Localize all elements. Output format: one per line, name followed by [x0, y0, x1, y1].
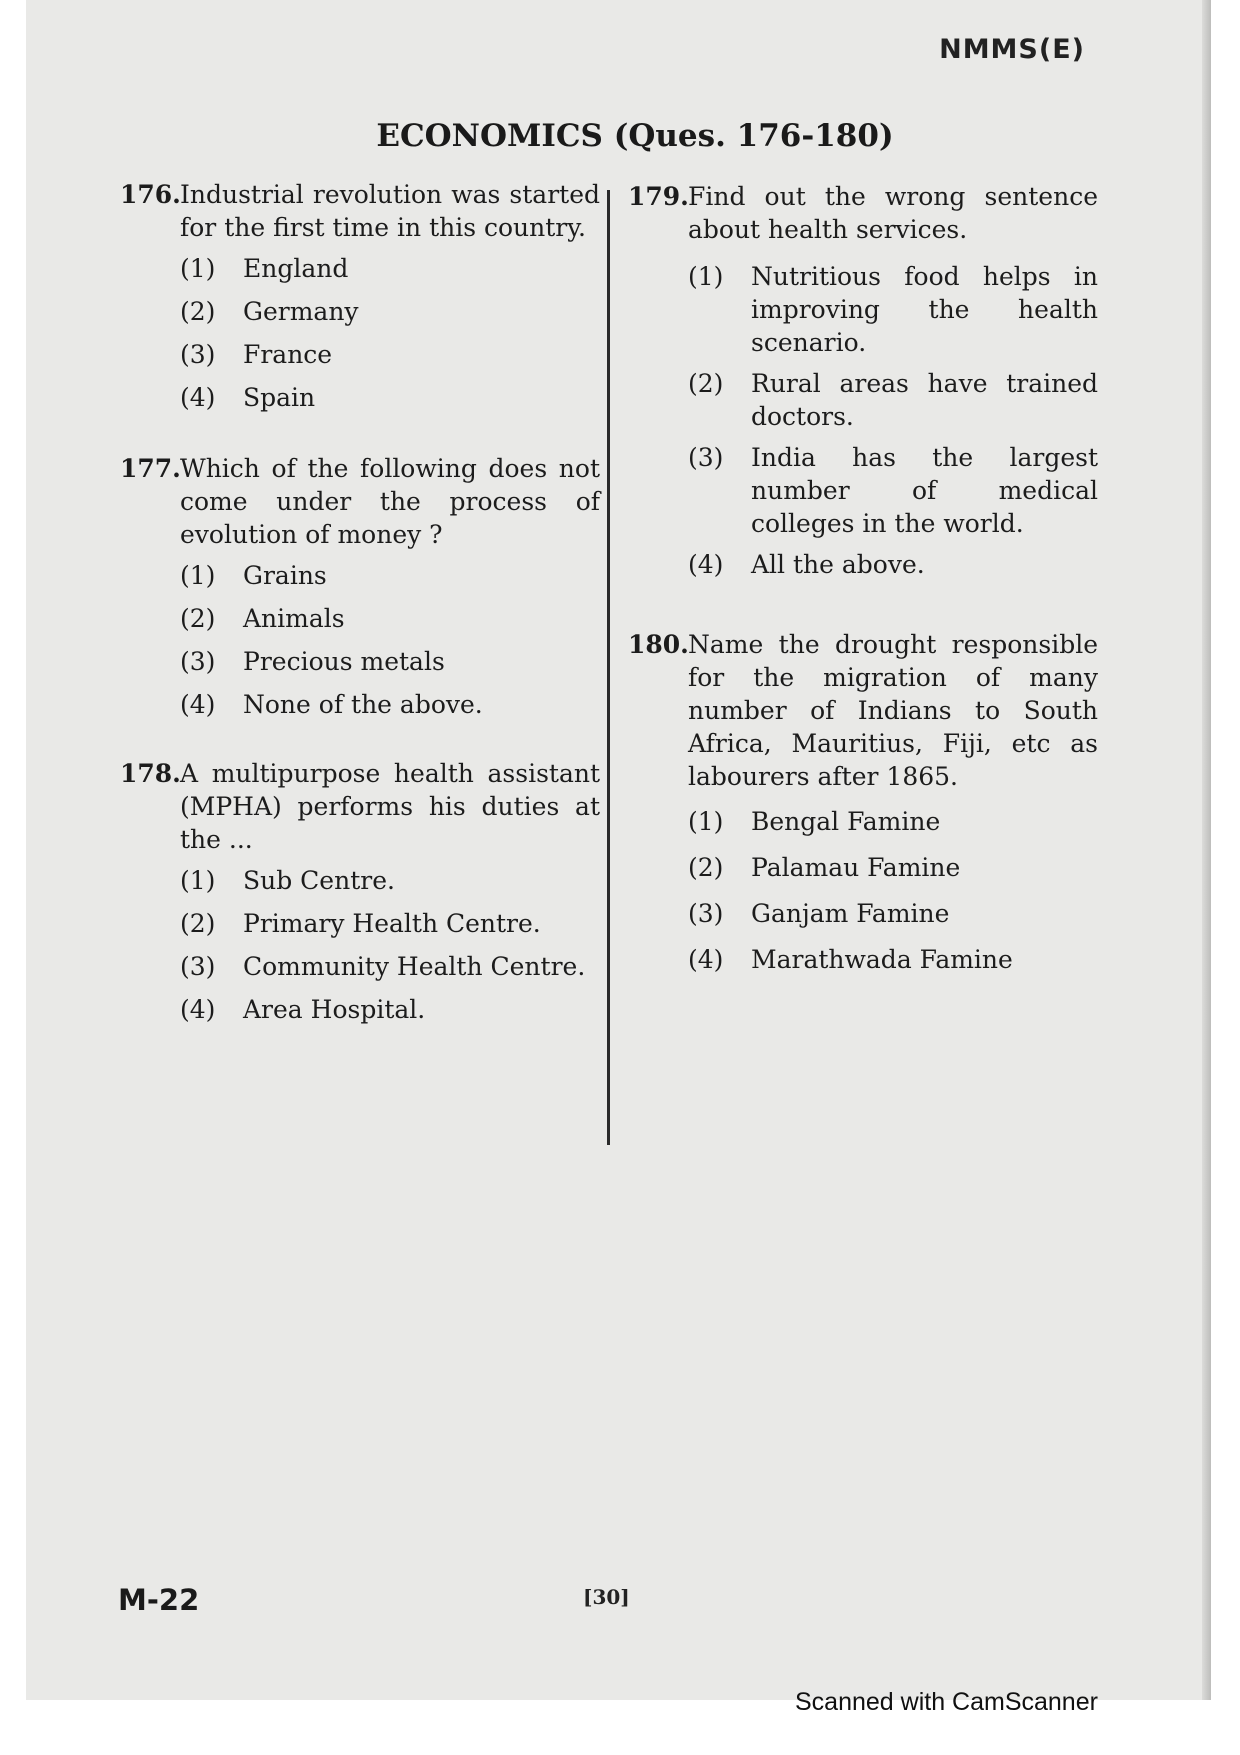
- option-1: [120, 864, 600, 907]
- question-number: 180.: [628, 630, 689, 659]
- option-number: (3): [180, 340, 216, 369]
- option-4: [628, 943, 1098, 989]
- question-stem: [628, 180, 1098, 246]
- option-list: [120, 252, 600, 424]
- option-2: [628, 367, 1098, 433]
- page-edge-shadow: [1202, 0, 1211, 1700]
- question-176: [120, 178, 600, 424]
- question-text: Name the drought responsible for the migration of many number of Indians to South Africa, Mauritius, Fiji, etc as labourers after 1865.: [688, 630, 1098, 791]
- question-number: 179.: [628, 182, 689, 211]
- option-number: (4): [688, 945, 724, 974]
- option-text: Precious metals: [243, 647, 445, 676]
- page-number: [30]: [583, 1585, 630, 1609]
- option-number: (1): [180, 866, 216, 895]
- question-number: 176.: [120, 180, 181, 209]
- option-text: Germany: [243, 297, 359, 326]
- option-number: (4): [688, 550, 724, 579]
- option-list: [120, 559, 600, 731]
- option-text: Nutritious food helps in improving the health scenario.: [751, 262, 1098, 357]
- option-number: (1): [180, 254, 216, 283]
- option-number: (2): [180, 909, 216, 938]
- option-number: (3): [180, 952, 216, 981]
- question-stem: [120, 757, 600, 856]
- booklet-code: M-22: [118, 1583, 200, 1617]
- question-stem: [628, 628, 1098, 793]
- option-number: (3): [180, 647, 216, 676]
- option-text: Bengal Famine: [751, 807, 941, 836]
- option-number: (1): [180, 561, 216, 590]
- option-4: [120, 688, 600, 731]
- option-3: [628, 897, 1098, 943]
- option-number: (4): [180, 383, 216, 412]
- option-1: [628, 260, 1098, 359]
- option-text: Spain: [243, 383, 316, 412]
- option-text: Primary Health Centre.: [243, 909, 541, 938]
- question-stem: [120, 178, 600, 244]
- option-3: [120, 338, 600, 381]
- option-text: All the above.: [751, 550, 925, 579]
- option-list: [628, 805, 1098, 989]
- option-text: Area Hospital.: [243, 995, 426, 1024]
- question-text: Which of the following does not come under the process of evolution of money ?: [180, 454, 600, 549]
- option-list: [120, 864, 600, 1036]
- option-text: India has the largest number of medical colleges in the world.: [751, 443, 1098, 538]
- question-177: [120, 452, 600, 731]
- option-number: (4): [180, 995, 216, 1024]
- section-title: ECONOMICS (Ques. 176-180): [376, 118, 894, 154]
- left-column: [120, 178, 600, 1036]
- option-text: England: [243, 254, 349, 283]
- scanner-watermark: Scanned with CamScanner: [795, 1688, 1098, 1716]
- option-text: Ganjam Famine: [751, 899, 950, 928]
- option-3: [120, 950, 600, 993]
- option-text: Marathwada Famine: [751, 945, 1013, 974]
- option-number: (2): [180, 297, 216, 326]
- option-2: [628, 851, 1098, 897]
- option-4: [120, 381, 600, 424]
- option-text: Community Health Centre.: [243, 952, 586, 981]
- question-178: [120, 757, 600, 1036]
- option-1: [628, 805, 1098, 851]
- question-179: [628, 180, 1098, 594]
- right-column: [628, 180, 1098, 989]
- option-text: Rural areas have trained doctors.: [751, 369, 1098, 431]
- question-text: A multipurpose health assistant (MPHA) performs his duties at the ...: [180, 759, 600, 854]
- question-number: 177.: [120, 454, 181, 483]
- option-number: (3): [688, 443, 724, 472]
- column-divider: [607, 190, 610, 1145]
- question-text: Industrial revolution was started for the first time in this country.: [180, 180, 600, 242]
- option-2: [120, 907, 600, 950]
- option-3: [628, 441, 1098, 540]
- option-4: [120, 993, 600, 1036]
- option-text: France: [243, 340, 333, 369]
- option-list: [628, 260, 1098, 594]
- question-stem: [120, 452, 600, 551]
- option-number: (2): [180, 604, 216, 633]
- option-number: (1): [688, 807, 724, 836]
- option-number: (2): [688, 853, 724, 882]
- option-3: [120, 645, 600, 688]
- option-number: (3): [688, 899, 724, 928]
- option-number: (1): [688, 262, 724, 291]
- question-number: 178.: [120, 759, 181, 788]
- option-1: [120, 559, 600, 602]
- question-text: Find out the wrong sentence about health services.: [688, 182, 1098, 244]
- option-text: Palamau Famine: [751, 853, 961, 882]
- exam-code: NMMS(E): [939, 34, 1085, 65]
- option-1: [120, 252, 600, 295]
- option-4: [628, 548, 1098, 594]
- question-180: [628, 628, 1098, 989]
- option-text: Animals: [243, 604, 345, 633]
- option-text: None of the above.: [243, 690, 483, 719]
- option-2: [120, 295, 600, 338]
- option-number: (2): [688, 369, 724, 398]
- option-2: [120, 602, 600, 645]
- option-number: (4): [180, 690, 216, 719]
- option-text: Grains: [243, 561, 327, 590]
- option-text: Sub Centre.: [243, 866, 395, 895]
